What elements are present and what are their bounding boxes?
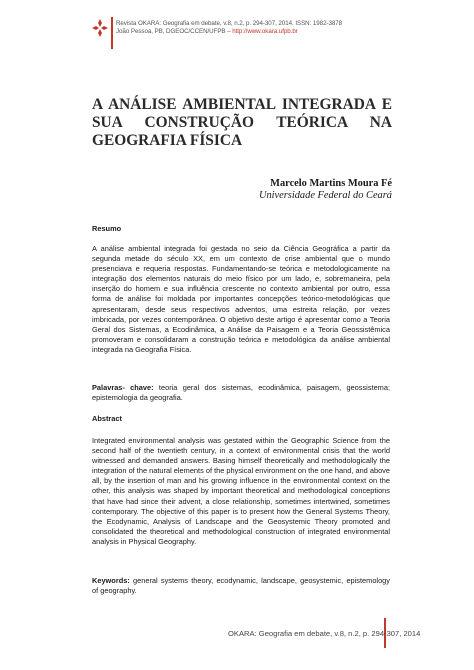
journal-link[interactable]: http://www.okara.ufpb.br <box>232 28 298 35</box>
resumo-heading: Resumo <box>92 224 122 233</box>
palavras-chave <box>92 383 390 403</box>
abstract-text: Integrated environmental analysis was gestated within the Geographic Science from the second half of the twentieth century, in a context of environmental crisis that the world witnessed and demanded answers. Basing himself theoretically and methodologically the integration of the natural elements of the physical environment on the one hand, and above all, by the insertion of man and his growing influence in the environmental context on the other, this analysis was shaped by important theoretical and methodological conceptions that have had since their advent, a close relationship, sometimes intertwined, sometimes contemporary. The objective of this paper is to present how the General Systems Theory, the Ecodynamic, Analysis of Landscape and the Geosystemic Theory promoted and consolidated the theoretical and methodological construction of integrated environmental analysis in Physical Geography. <box>92 436 390 546</box>
journal-location-text: João Pessoa, PB, DGEOC/CCEN/UFPB – <box>116 28 233 35</box>
journal-citation: Revista OKARA: Geografia em debate, v.8, n.2, p. 294-307, 2014. ISSN: 1982-3878 <box>116 20 343 27</box>
journal-logo <box>91 18 109 38</box>
author-institution: Universidade Federal do Ceará <box>258 190 392 201</box>
page-footer: OKARA: Geografia em debate, v.8, n.2, p. 294-307, 2014 <box>228 629 421 638</box>
resumo-text: A análise ambiental integrada foi gestada no seio da Ciência Geográfica a partir da segunda metade do século XX, em um contexto de crise ambiental que o mundo presenciava e requeria respostas. Fundamentando-se teórica e metodologicamente na integração dos elementos naturais do meio físico por um lado, e, sobremaneira, pela inserção do homem e sua influência crescente no contexto ambiental por outro, essa forma de análise foi moldada por importantes concepções teórico-metodológicas que apresentaram, desde seus respectivos adventos, uma estreita relação, por vezes imbricada, por vezes contemporânea. O objetivo deste artigo é apresentar como a Teoria Geral dos Sistemas, a Ecodinâmica, a Análise da Paisagem e a Teoria Geossistêmica promoveram e consolidaram a construção teórica e metodológica da análise ambiental integrada na Geografia Física. <box>92 244 390 354</box>
palavras-chave-text: teoria geral dos sistemas, ecodinâmica, paisagem, geossistema; epistemologia da geografia. <box>92 383 390 403</box>
keywords-label: Keywords: <box>92 576 130 585</box>
palavras-chave-label: Palavras- chave: <box>92 383 154 392</box>
article-title: A ANÁLISE AMBIENTAL INTEGRADA E SUA CONSTRUÇÃO TEÓRICA NA GEOGRAFIA FÍSICA <box>92 96 392 149</box>
journal-location <box>116 28 342 36</box>
journal-header <box>116 20 342 36</box>
author-block <box>259 178 392 202</box>
abstract-heading: Abstract <box>92 414 122 423</box>
keywords <box>92 576 390 596</box>
header-divider <box>111 17 113 49</box>
keywords-text: general systems theory, ecodynamic, landscape, geosystemic, epistemology of geography. <box>92 576 390 596</box>
author-name: Marcelo Martins Moura Fé <box>270 178 392 189</box>
